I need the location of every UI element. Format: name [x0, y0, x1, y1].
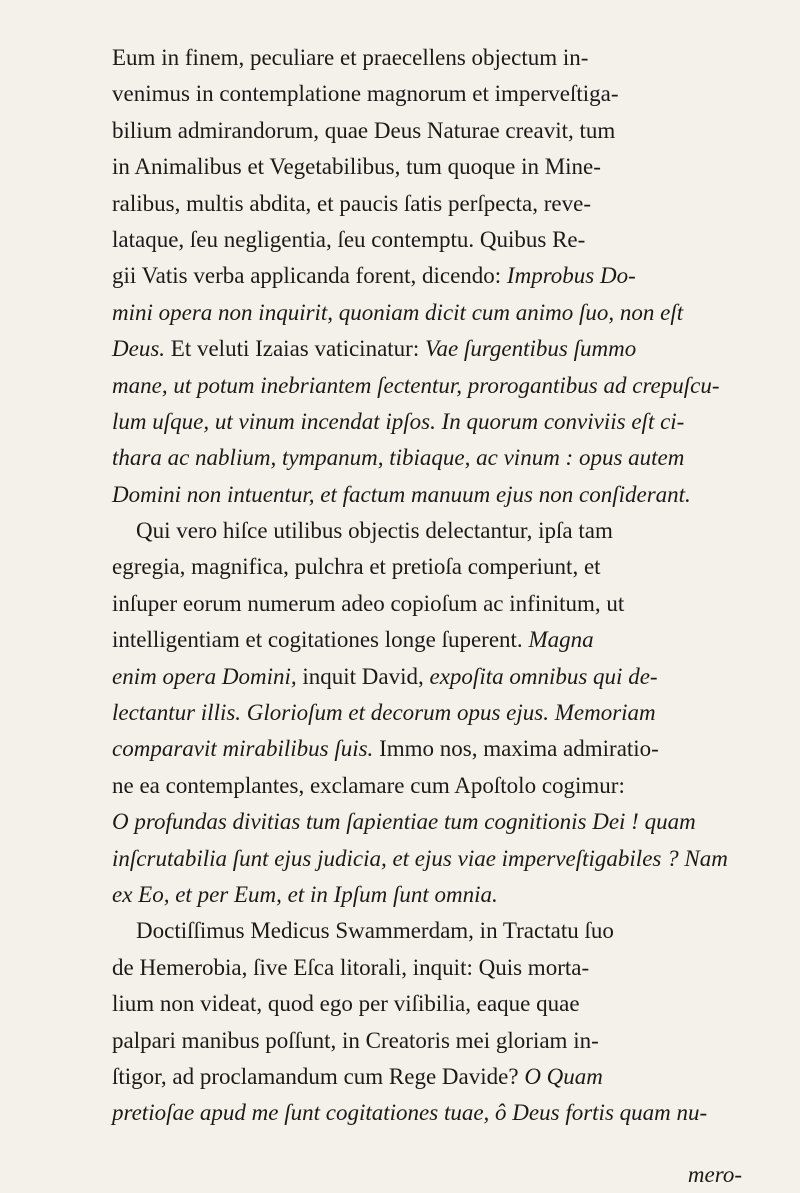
- italic-text-segment: O profundas divitias tum ſapientiae tum cognitionis Dei ! quam: [112, 809, 696, 835]
- text-segment: intelligentiam et cogitationes longe ſuperent.: [112, 627, 529, 653]
- text-line: [112, 258, 742, 294]
- text-line: [112, 841, 742, 877]
- text-segment: palpari manibus poſſunt, in Creatoris mei gloriam in-: [112, 1027, 599, 1053]
- italic-text-segment: Domini non intuentur, et factum manuum ejus non conſiderant.: [112, 481, 691, 507]
- text-line: [112, 622, 742, 658]
- italic-text-segment: Magna: [528, 627, 594, 653]
- catchword-line: [112, 1132, 742, 1187]
- text-segment: de Hemerobia, ſive Eſca litorali, inquit: Quis morta-: [112, 954, 590, 980]
- italic-text-segment: lum uſque, ut vinum incendat ipſos. In quorum conviviis eſt ci-: [112, 408, 685, 434]
- text-line: [112, 549, 742, 585]
- catchword: mero-: [687, 1161, 742, 1187]
- text-segment: ralibus, multis abdita, et paucis ſatis perſpecta, reve-: [112, 190, 592, 216]
- text-segment: Eum in finem, peculiare et praecellens objectum in-: [112, 45, 589, 70]
- text-line: [112, 149, 742, 185]
- italic-text-segment: inſcrutabilia ſunt ejus judicia, et ejus viae imperveſtigabiles ? Nam: [112, 845, 728, 871]
- text-line: [112, 586, 742, 622]
- text-line: [112, 331, 742, 367]
- text-line: [112, 76, 742, 112]
- latin-text-block: [112, 40, 742, 1187]
- text-line: [112, 40, 742, 76]
- text-line: [112, 1095, 742, 1131]
- text-line: [112, 768, 742, 804]
- text-line: [112, 659, 742, 695]
- italic-text-segment: mane, ut potum inebriantem ſectentur, prorogantibus ad crepuſcu-: [112, 372, 720, 398]
- text-line: [112, 877, 742, 913]
- italic-text-segment: enim opera Domini,: [112, 663, 303, 689]
- text-line: [112, 804, 742, 840]
- text-line: [112, 222, 742, 258]
- text-segment: Et veluti Izaias vaticinatur:: [165, 336, 425, 362]
- text-segment: in Animalibus et Vegetabilibus, tum quoque in Mine-: [112, 154, 601, 180]
- italic-text-segment: O Quam: [524, 1063, 603, 1089]
- text-segment: bilium admirandorum, quae Deus Naturae creavit, tum: [112, 117, 616, 143]
- text-line: [112, 404, 742, 440]
- italic-text-segment: thara ac nablium, tympanum, tibiaque, ac vinum : opus autem: [112, 445, 685, 471]
- text-segment: inſuper eorum numerum adeo copioſum ac infinitum, ut: [112, 590, 625, 616]
- text-segment: lataque, ſeu negligentia, ſeu contemptu. Quibus Re-: [112, 226, 586, 252]
- italic-text-segment: expoſita omnibus qui de-: [429, 663, 658, 689]
- text-line: [112, 368, 742, 404]
- italic-text-segment: lectantur illis. Glorioſum et decorum opus ejus. Memoriam: [112, 700, 656, 726]
- text-segment: Qui vero hiſce utilibus objectis delectantur, ipſa tam: [136, 518, 613, 544]
- text-line: [112, 913, 742, 949]
- text-segment: ſtigor, ad proclamandum cum Rege Davide?: [112, 1063, 525, 1089]
- text-segment: Doctiſſimus Medicus Swammerdam, in Tractatu ſuo: [136, 918, 614, 944]
- text-line: [112, 295, 742, 331]
- text-segment: gii Vatis verba applicanda forent, dicendo:: [112, 263, 507, 289]
- text-segment: ne ea contemplantes, exclamare cum Apoſtolo cogimur:: [112, 772, 625, 798]
- text-line: [112, 1023, 742, 1059]
- text-line: [112, 1059, 742, 1095]
- text-line: [112, 513, 742, 549]
- italic-text-segment: ex Eo, et per Eum, et in Ipſum ſunt omnia.: [112, 881, 498, 907]
- text-line: [112, 186, 742, 222]
- text-segment: Immo nos, maxima admiratio-: [373, 736, 659, 762]
- text-line: [112, 440, 742, 476]
- text-line: [112, 986, 742, 1022]
- text-line: [112, 695, 742, 731]
- italic-text-segment: mini opera non inquirit, quoniam dicit cum animo ſuo, non eſt: [112, 299, 684, 325]
- italic-text-segment: Improbus Do-: [506, 263, 636, 289]
- italic-text-segment: comparavit mirabilibus ſuis.: [112, 736, 374, 762]
- text-segment: lium non videat, quod ego per viſibilia, eaque quae: [112, 991, 580, 1017]
- text-segment: egregia, magnifica, pulchra et pretioſa comperiunt, et: [112, 554, 601, 580]
- text-line: [112, 113, 742, 149]
- text-segment: inquit David,: [302, 663, 430, 689]
- italic-text-segment: Deus.: [112, 336, 166, 362]
- italic-text-segment: pretioſae apud me ſunt cogitationes tuae, ô Deus fortis quam nu-: [112, 1100, 708, 1126]
- text-segment: venimus in contemplatione magnorum et imperveſtiga-: [112, 81, 619, 107]
- text-line: [112, 477, 742, 513]
- italic-text-segment: Vae ſurgentibus ſummo: [424, 336, 637, 362]
- text-line: [112, 731, 742, 767]
- text-line: [112, 950, 742, 986]
